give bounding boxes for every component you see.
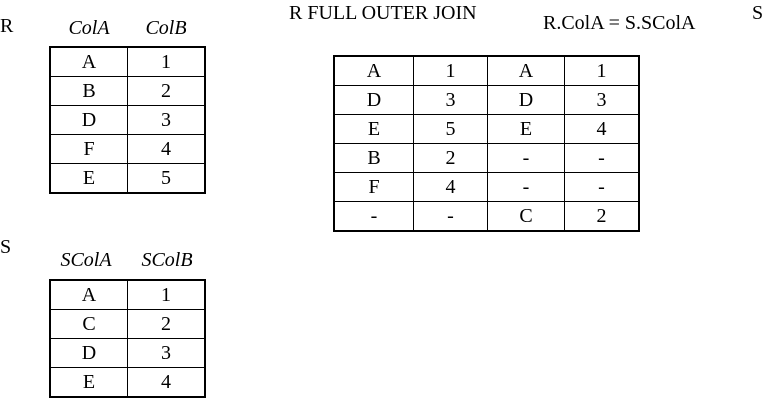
join-s-scola-cell: E <box>488 115 565 144</box>
join-s-scolb-cell: - <box>565 144 640 173</box>
r-colb-cell: 4 <box>128 135 206 164</box>
r-table-row <box>50 135 205 164</box>
join-table-row <box>334 86 639 115</box>
join-s-scola-cell: A <box>488 56 565 86</box>
join-r-cola-cell: B <box>334 144 414 173</box>
s-column-header-scolb: SColB <box>141 249 193 271</box>
join-s-scola-cell: C <box>488 202 565 232</box>
r-colb-cell: 1 <box>128 47 206 77</box>
r-column-header-colb: ColB <box>145 17 187 39</box>
r-cola-cell: E <box>50 164 128 194</box>
join-r-colb-cell: 2 <box>414 144 488 173</box>
join-s-scola-cell: - <box>488 144 565 173</box>
join-table-row <box>334 115 639 144</box>
r-colb-cell: 3 <box>128 106 206 135</box>
r-colb-cell: 5 <box>128 164 206 194</box>
r-colb-cell: 2 <box>128 77 206 106</box>
join-s-scola-cell: - <box>488 173 565 202</box>
r-cola-cell: A <box>50 47 128 77</box>
join-s-scolb-cell: 4 <box>565 115 640 144</box>
r-table-row <box>50 77 205 106</box>
join-table-row <box>334 144 639 173</box>
s-scolb-cell: 3 <box>128 339 206 368</box>
join-r-cola-cell: E <box>334 115 414 144</box>
r-column-header-cola: ColA <box>68 17 110 39</box>
r-cola-cell: D <box>50 106 128 135</box>
join-r-colb-cell: 4 <box>414 173 488 202</box>
join-r-colb-cell: - <box>414 202 488 232</box>
join-table-row <box>334 173 639 202</box>
join-r-colb-cell: 3 <box>414 86 488 115</box>
join-condition: R.ColA = S.SColA <box>543 12 696 34</box>
r-table-row <box>50 164 205 194</box>
join-s-scola-cell: D <box>488 86 565 115</box>
join-result-table <box>333 55 640 232</box>
join-s-scolb-cell: 1 <box>565 56 640 86</box>
s-relation-label: S <box>0 236 12 258</box>
s-table-body <box>50 280 205 397</box>
s-scolb-cell: 1 <box>128 280 206 310</box>
join-r-cola-cell: A <box>334 56 414 86</box>
r-table-row <box>50 106 205 135</box>
s-table-row <box>50 368 205 398</box>
s-scola-cell: E <box>50 368 128 398</box>
r-table-body <box>50 47 205 193</box>
s-scola-cell: D <box>50 339 128 368</box>
r-cola-cell: B <box>50 77 128 106</box>
join-r-cola-cell: - <box>334 202 414 232</box>
join-title: R FULL OUTER JOIN <box>289 2 477 24</box>
join-r-colb-cell: 5 <box>414 115 488 144</box>
join-s-scolb-cell: - <box>565 173 640 202</box>
join-table-body <box>334 56 639 231</box>
s-column-header-scola: SColA <box>60 249 112 271</box>
s-table-row <box>50 339 205 368</box>
s-table-row <box>50 280 205 310</box>
r-relation-label: R <box>0 15 14 37</box>
r-cola-cell: F <box>50 135 128 164</box>
s-scolb-cell: 4 <box>128 368 206 398</box>
s-scola-cell: A <box>50 280 128 310</box>
join-s-scolb-cell: 2 <box>565 202 640 232</box>
join-r-colb-cell: 1 <box>414 56 488 86</box>
s-relation-table <box>49 279 206 398</box>
r-table-row <box>50 47 205 77</box>
join-r-cola-cell: D <box>334 86 414 115</box>
join-r-cola-cell: F <box>334 173 414 202</box>
join-right-relation-label: S <box>752 2 764 24</box>
join-s-scolb-cell: 3 <box>565 86 640 115</box>
join-table-row <box>334 56 639 86</box>
s-scolb-cell: 2 <box>128 310 206 339</box>
s-table-row <box>50 310 205 339</box>
join-table-row <box>334 202 639 232</box>
s-scola-cell: C <box>50 310 128 339</box>
r-relation-table <box>49 46 206 194</box>
